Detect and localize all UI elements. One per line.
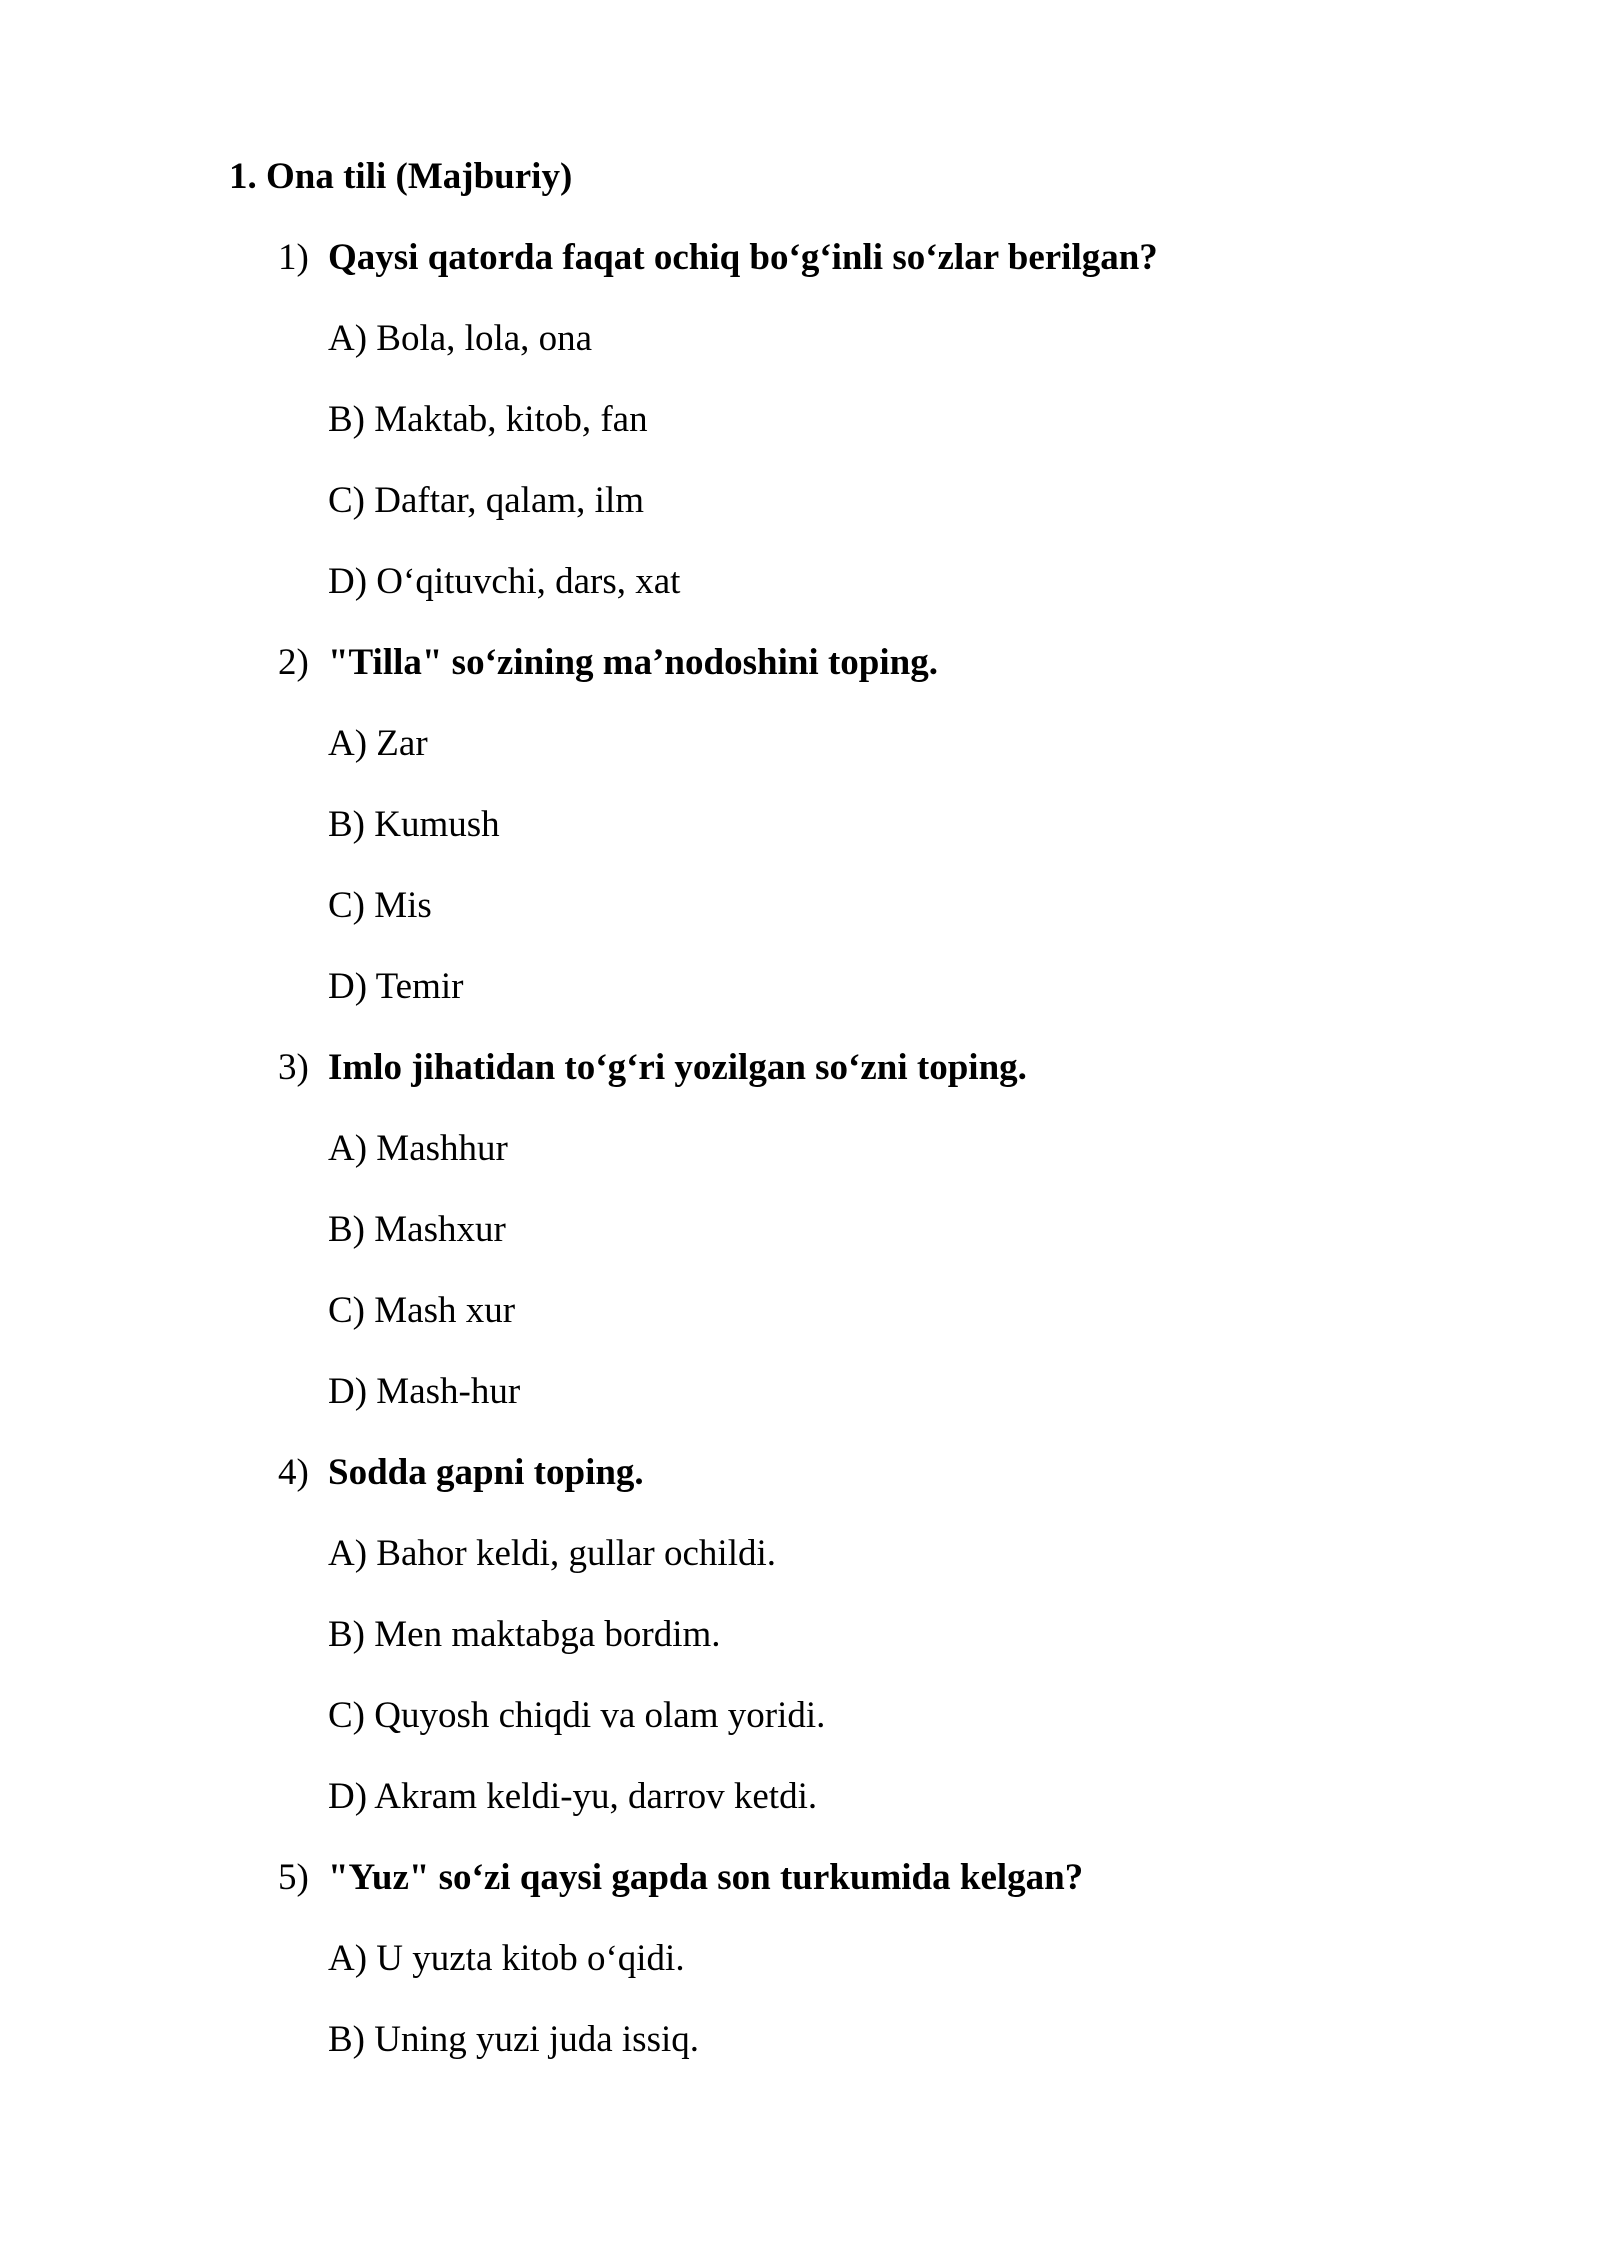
question-number: 1): [278, 237, 309, 278]
question-line: [0, 1041, 1600, 1095]
section-title: 1. Ona tili (Majburiy): [229, 156, 573, 197]
option-d: D) Temir: [328, 966, 464, 1007]
question-text: Qaysi qatorda faqat ochiq bo‘g‘inli so‘zlar berilgan?: [328, 237, 1158, 278]
option-d: D) Mash-hur: [328, 1371, 521, 1412]
option-c: C) Mash xur: [328, 1290, 516, 1331]
option-b: B) Kumush: [328, 804, 500, 845]
option-a: A) Mashhur: [328, 1128, 508, 1169]
option-a: A) Bola, lola, ona: [328, 318, 593, 359]
option-b: B) Uning yuzi juda issiq.: [328, 2019, 700, 2060]
option-d: D) Akram keldi-yu, darrov ketdi.: [328, 1776, 818, 1817]
option-a: A) Bahor keldi, gullar ochildi.: [328, 1533, 777, 1574]
question-text: "Yuz" so‘zi qaysi gapda son turkumida kelgan?: [328, 1857, 1084, 1898]
option-a: A) U yuzta kitob o‘qidi.: [328, 1938, 685, 1979]
question-number: 5): [278, 1857, 309, 1898]
option-c: C) Daftar, qalam, ilm: [328, 480, 644, 521]
question-line: [0, 1446, 1600, 1500]
option-c: C) Mis: [328, 885, 432, 926]
option-b: B) Men maktabga bordim.: [328, 1614, 721, 1655]
question-text: Imlo jihatidan to‘g‘ri yozilgan so‘zni toping.: [328, 1047, 1027, 1088]
question-line: [0, 636, 1600, 690]
question-line: [0, 231, 1600, 285]
option-b: B) Mashxur: [328, 1209, 506, 1250]
question-number: 3): [278, 1047, 309, 1088]
question-line: [0, 1851, 1600, 1905]
question-number: 4): [278, 1452, 309, 1493]
question-text: Sodda gapni toping.: [328, 1452, 644, 1493]
option-c: C) Quyosh chiqdi va olam yoridi.: [328, 1695, 826, 1736]
option-d: D) O‘qituvchi, dars, xat: [328, 561, 681, 602]
option-a: A) Zar: [328, 723, 428, 764]
option-b: B) Maktab, kitob, fan: [328, 399, 648, 440]
question-number: 2): [278, 642, 309, 683]
question-text: "Tilla" so‘zining ma’nodoshini toping.: [328, 642, 938, 683]
